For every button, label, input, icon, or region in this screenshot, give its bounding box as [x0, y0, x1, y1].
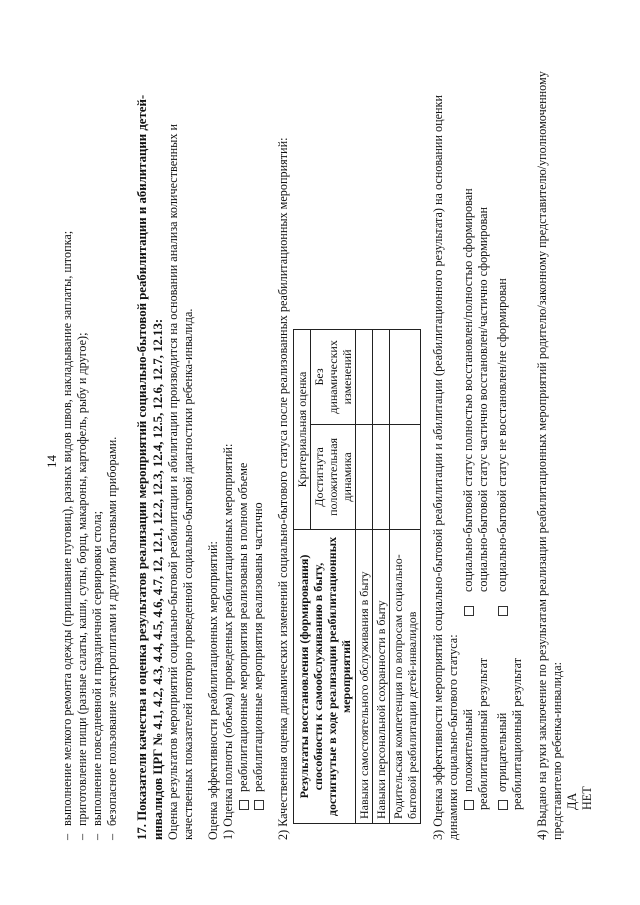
item-1-option[interactable]: реабилитационные мероприятия реализованы частично [251, 50, 266, 840]
bullet-item: – выполнение повседневной и праздничной сервировки стола; [90, 50, 105, 840]
table-header-results: Результаты восстановления (формирования) способности к самообслуживанию в быту, достигнутые в ходе реализации реабилитационных мероприятий [294, 530, 356, 824]
table-cell-input[interactable] [390, 424, 421, 529]
section-17-intro: Оценка результатов мероприятий социально-бытовой реабилитации и абилитации производится на основании анализа количественных и качественных показателей повторно проведенной социально-бытовой диагностики ребенка-инвалида. [166, 123, 195, 840]
table-subheader-positive: Достигнута положительная динамика [311, 424, 356, 529]
table-row [373, 330, 390, 824]
item-1-label: 1) Оценка полноты (объема) проведенных реабилитационных мероприятий: [221, 443, 235, 840]
table-cell-input[interactable] [373, 330, 390, 425]
table-cell: Навыки персональной сохранности в быту [373, 530, 390, 824]
evaluation-heading: Оценка эффективности реабилитационных мероприятий: [206, 541, 220, 840]
bullet-item: – приготовление пищи (разные салаты, каши, супы, борщ, макароны, картофель, рыбу и другое); [75, 50, 90, 840]
checkbox-icon[interactable] [254, 800, 264, 810]
table-header-row [294, 330, 311, 824]
item-3-option-negative[interactable]: отрицательный реабилитационный результат социально-бытовой статус не восстановлен/не сформирован [495, 278, 524, 810]
table-header-criteria: Критериальная оценка [294, 330, 311, 530]
table-cell-input[interactable] [373, 424, 390, 529]
rehab-results-table [293, 329, 421, 824]
item-4-option-yes[interactable]: ДА [565, 792, 579, 810]
table-row [390, 330, 421, 824]
bullet-item: – безопасное пользование электроплитами и другими бытовыми приборами. [105, 50, 120, 840]
item-2-label: 2) Качественная оценка динамических изменений социально-бытового статуса после реализованных реабилитационных мероприятий: [276, 137, 290, 840]
page-number: 14 [44, 455, 59, 468]
table-cell: Навыки самостоятельного обслуживания в быту [356, 530, 373, 824]
checkbox-icon[interactable] [464, 800, 474, 810]
checkbox-icon[interactable] [464, 606, 474, 616]
table-cell-input[interactable] [356, 330, 373, 425]
bullet-item: – выполнение мелкого ремонта одежды (пришивание пуговиц), разных видов швов, накладывание заплаты, штопка; [60, 50, 75, 840]
table-cell: Родительская компетенция по вопросам социально-бытовой реабилитации детей-инвалидов [390, 530, 421, 824]
table-row [356, 330, 373, 824]
table-subheader-no-change: Без динамических изменений [311, 330, 356, 425]
item-4-option-no[interactable]: НЕТ [580, 786, 594, 810]
item-3-label: 3) Оценка эффективности мероприятий социально-бытовой реабилитации и абилитации (реабилитационного результата) на основании оценки динамики социально-бытового статуса: [431, 94, 460, 840]
page-content [60, 50, 595, 840]
checkbox-icon[interactable] [498, 800, 508, 810]
item-4-label: 4) Выдано на руки заключение по результатам реализации реабилитационных мероприятий родителю/законному представителю/уполномоченному представителю ребенка-инвалида: [535, 71, 564, 840]
checkbox-icon[interactable] [239, 800, 249, 810]
checkbox-icon[interactable] [498, 606, 508, 616]
section-17-title: 17. Показатели качества и оценка результатов реализации мероприятий социально-бытовой реабилитации и абилитации детей-инвалидов ЦРГ № 4.1, 4.2, 4.3, 4.4, 4.5, 4.6, 4.7, 12, 12.1, 12.2, 12.3, 12.4, 12.5, 12.6, 12.7, 12.13: [135, 94, 165, 840]
item-3-option-positive[interactable]: положительный реабилитационный результат социально-бытовой статус полностью восстановлен/полностью сформирован социально-бытовой статус частично восстановлен/частично сформирован [461, 188, 490, 810]
table-cell-input[interactable] [390, 330, 421, 425]
item-1-option[interactable]: реабилитационные мероприятия реализованы в полном объеме [236, 50, 251, 840]
table-cell-input[interactable] [356, 424, 373, 529]
